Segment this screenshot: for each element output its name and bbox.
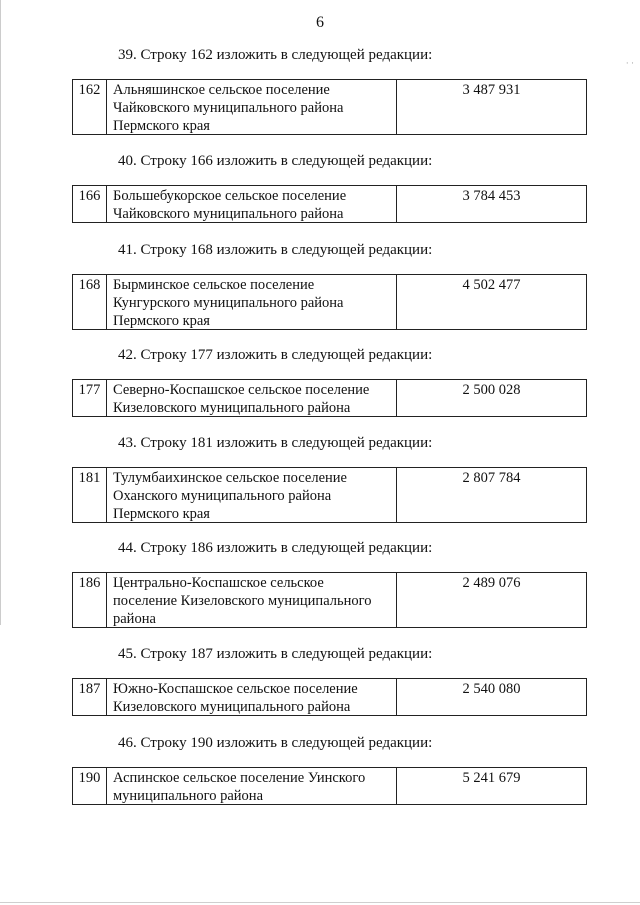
row-number-cell: 187 [73,679,107,715]
amendment-table-row-168 [72,274,587,330]
scan-bottom-edge [0,902,640,903]
settlement-name-cell: Центрально-Коспашское сельское поселение Кизеловского муниципального района [107,573,397,627]
amount-cell: 2 540 080 [462,681,521,697]
amendment-instruction: 39. Строку 162 изложить в следующей редакции: [118,47,433,63]
amendment-table-row-177 [72,379,587,417]
page-number: 6 [316,14,324,31]
settlement-name-cell: Южно-Коспашское сельское поселение Кизеловского муниципального района [107,679,397,715]
amount-cell: 3 487 931 [462,82,521,98]
row-number-cell: 168 [73,275,107,329]
amount-cell: 2 489 076 [462,575,521,591]
amount-cell: 4 502 477 [462,277,521,293]
settlement-name-cell: Большебукорское сельское поселение Чайковского муниципального района [107,186,397,222]
amendment-table-row-186 [72,572,587,628]
row-number-cell: 162 [73,80,107,134]
settlement-name-cell: Аспинское сельское поселение Уинского муниципального района [107,768,397,804]
row-number-cell: 166 [73,186,107,222]
scan-left-edge [0,0,1,625]
amendment-instruction: 46. Строку 190 изложить в следующей редакции: [118,735,433,751]
amendment-instruction: 44. Строку 186 изложить в следующей редакции: [118,540,433,556]
amendment-instruction: 40. Строку 166 изложить в следующей редакции: [118,153,433,169]
row-number-cell: 181 [73,468,107,522]
amendment-table-row-187 [72,678,587,716]
amount-cell: 5 241 679 [462,770,521,786]
amendment-instruction: 45. Строку 187 изложить в следующей редакции: [118,646,433,662]
amendment-table-row-162 [72,79,587,135]
settlement-name-cell: Северно-Коспашское сельское поселение Кизеловского муниципального района [107,380,397,416]
row-number-cell: 190 [73,768,107,804]
amount-cell: 2 807 784 [462,470,521,486]
margin-mark: · · [625,58,634,68]
amendment-instruction: 41. Строку 168 изложить в следующей редакции: [118,242,433,258]
amendment-instruction: 42. Строку 177 изложить в следующей редакции: [118,347,433,363]
amount-cell: 3 784 453 [462,188,521,204]
row-number-cell: 177 [73,380,107,416]
row-number-cell: 186 [73,573,107,627]
amendment-table-row-166 [72,185,587,223]
amount-cell: 2 500 028 [462,382,521,398]
amendment-table-row-181 [72,467,587,523]
settlement-name-cell: Тулумбаихинское сельское поселение Оханского муниципального района Пермского края [107,468,397,522]
settlement-name-cell: Бырминское сельское поселение Кунгурского муниципального района Пермского края [107,275,397,329]
amendment-table-row-190 [72,767,587,805]
settlement-name-cell: Альняшинское сельское поселение Чайковского муниципального района Пермского края [107,80,397,134]
amendment-instruction: 43. Строку 181 изложить в следующей редакции: [118,435,433,451]
